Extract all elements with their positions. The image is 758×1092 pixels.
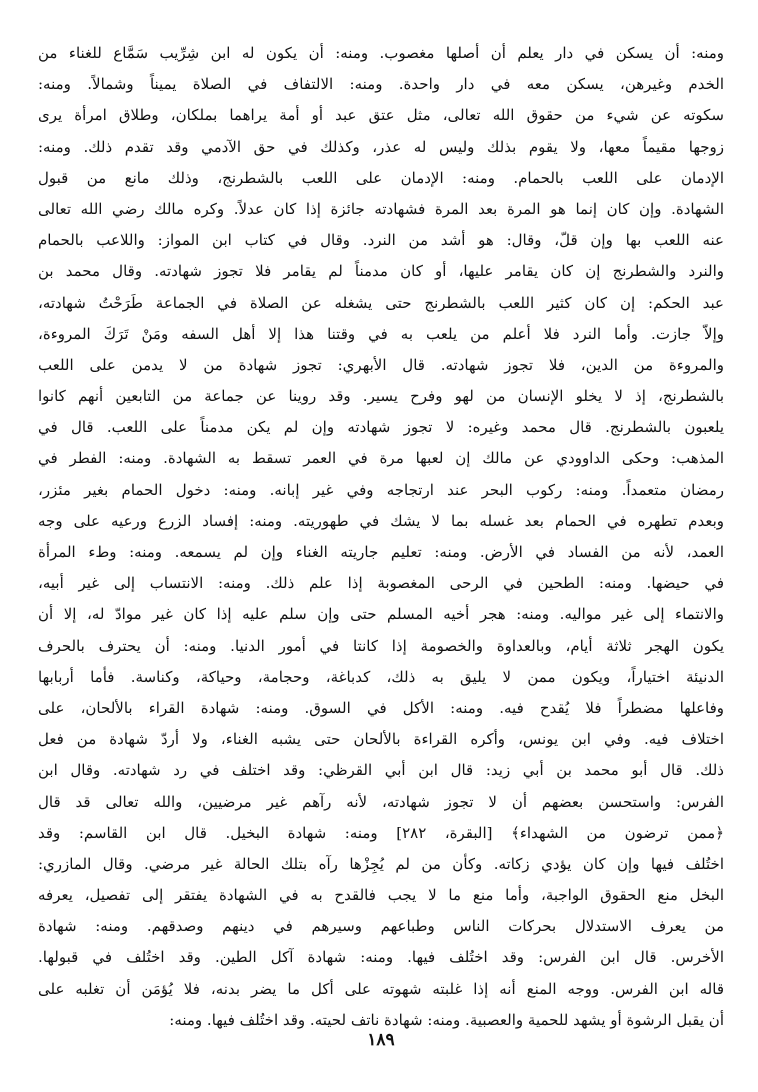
text-line: العمد، لأنه من الفساد في الأرض. ومنه: تعليم جاريته الغناء وإن لم يسمعه. ومنه: وطء المرأة bbox=[38, 543, 724, 561]
text-line: رمضان متعمداً. ومنه: ركوب البحر عند ارتجاجه وفي غير إبانه. ومنه: دخول الحمام بغير مئزر، bbox=[38, 480, 724, 499]
text-line: أن يقبل الرشوة أو يشهد للحمية والعصبية. ومنه: شهادة ناتف لحيته. وقد اختُلف فيها. ومنه: bbox=[169, 1010, 724, 1029]
text-line: الدنيئة اختياراً، ويكون ممن لا يليق به ذلك، كدباغة، وحجامة، وحياكة، وكناسة. فأما أربابها bbox=[38, 667, 724, 686]
text-line: والانتماء إلى غير مواليه. ومنه: هجر أخيه المسلم حتى وإن سلم عليه إذا كان غير موادّ له، إلا أن bbox=[38, 605, 724, 624]
body-text bbox=[38, 38, 724, 1036]
text-line: عنه اللعب بها وإن قلّ، وقال: هو أشد من النرد. وقال في كتاب ابن المواز: واللاعب بالحمام bbox=[38, 231, 724, 250]
text-line: قاله ابن الفرس. ووجه المنع أنه إذا غلبته شهوته على أكل ما يضر بدنه، فلا يُؤمَن أن تغلبه على bbox=[38, 979, 724, 998]
text-line: من يعرف الاستدلال بحركات الناس وطباعهم وسيرهم في دينهم وصدقهم. ومنه: شهادة bbox=[38, 917, 724, 936]
text-line: ﴿ممن ترضون من الشهداء﴾ [البقرة، ٢٨٢] ومنه: شهادة البخيل. قال ابن القاسم: وقد bbox=[38, 823, 724, 842]
text-line: الشهادة. وإن كان إنما هو المرة بعد المرة فشهادته جائزة إذا كان عدلاً. وكره مالك رضي الله تعالى bbox=[38, 199, 724, 218]
text-line: يكون الهجر ثلاثة أيام، وبالعداوة والخصومة إذا كانتا في أمور الدنيا. ومنه: أن يحترف بالحرف bbox=[38, 636, 724, 655]
text-line: الفرس: واستحسن بعضهم أن لا تجوز شهادته، لأنه رآهم غير مرضيين، والله تعالى قد قال bbox=[38, 792, 724, 811]
text-line: وبعدم تطهره في الحمام بعد غسله بما لا يشك في طهوريته. ومنه: إفساد الزرع ورعيه على وجه bbox=[38, 511, 724, 530]
text-line: اختلاف فيه. وفي ابن يونس، وأكره القراءة بالألحان حتى يشبه الغناء، ولا أردّ شهادة من فعل bbox=[38, 730, 724, 749]
page-number: ١٨٩ bbox=[367, 1030, 395, 1050]
text-line: والمروءة من الدين، فلا تجوز شهادته. قال الأبهري: تجوز شهادة من لا يدمن على اللعب bbox=[38, 355, 724, 374]
text-line: الأخرس. قال ابن الفرس: وقد اختُلف فيها. ومنه: شهادة آكل الطين. وقد اختُلف في قبولها. bbox=[38, 948, 724, 967]
text-line: عبد الحكم: إن كان كثير اللعب بالشطرنج حتى يشغله عن الصلاة في الجماعة طَرَحْتُ شهادته، bbox=[38, 293, 724, 312]
text-line: وفاعلها مضطراً فلا يُقدح فيه. ومنه: الأكل في السوق. ومنه: شهادة القراء بالألحان، على bbox=[38, 698, 724, 717]
text-line: يلعبون بالشطرنج. قال محمد وغيره: لا تجوز شهادته وإن لم يكن مدمناً على اللعب. قال في bbox=[38, 418, 724, 437]
text-line: البخل منع الحقوق الواجبة، وأما منع ما لا يجب فالقدح به في الشهادة يفتقر إلى تفصيل، يعرفه bbox=[38, 886, 724, 905]
text-line: اختُلف فيها وإن كان يؤدي زكاته. وكأن من لم يُجِزْها رآه بتلك الحالة غير مرضي. وقال المازري: bbox=[38, 854, 724, 873]
text-line: ذلك. قال أبو محمد بن أبي زيد: قال ابن أبي القرظي: وقد اختلف في رد شهادته. وقال ابن bbox=[38, 761, 724, 780]
text-line: في حيضها. ومنه: الطحين في الرحى المغصوبة إذا علم ذلك. ومنه: الانتساب إلى غير أبيه، bbox=[38, 574, 724, 593]
text-line: ومنه: أن يسكن في دار يعلم أن أصلها مغصوب. ومنه: أن يكون له ابن شِرِّيب سَمَّاع للغناء من bbox=[38, 44, 724, 62]
text-line: زوجها مقيماً معها، ولا يقوم بذلك وليس له عذر، وكذلك في حق الآدمي وقد تقدم ذلك. ومنه: bbox=[38, 137, 724, 156]
text-line: المذهب: وحكى الداوودي عن مالك إن لعبها مرة في العمر تسقط به الشهادة. ومنه: الفطر في bbox=[38, 449, 724, 468]
text-line: والنرد والشطرنج إن كان يقامر عليها، أو كان مدمناً لم يقامر فلا تجوز شهادته. وقال محمد بن bbox=[38, 262, 724, 281]
text-line: الخدم وغيرهن، يسكن معه في دار واحدة. ومنه: الالتفاف في الصلاة يميناً وشمالاً. ومنه: bbox=[38, 75, 724, 94]
book-page bbox=[38, 30, 724, 1070]
text-line: سكوته عن شيء من حقوق الله تعالى، مثل عتق عبد أو أمة يراهما بملكان، وطلاق امرأة يرى bbox=[38, 106, 724, 125]
text-line: وإلاّ جازت. وأما النرد فلا أعلم من يلعب به في وقتنا هذا إلا أهل السفه ومَنْ تَرَكَ المروءة، bbox=[38, 324, 724, 343]
text-line: بالشطرنج، إذ لا يخلو الإنسان من لهو وفرح يسير. وقد روينا عن جماعة من التابعين أنهم كانوا bbox=[38, 387, 724, 406]
text-line: الإدمان على اللعب بالحمام. ومنه: الإدمان على اللعب بالشطرنج، وذلك مانع من قبول bbox=[38, 168, 724, 187]
